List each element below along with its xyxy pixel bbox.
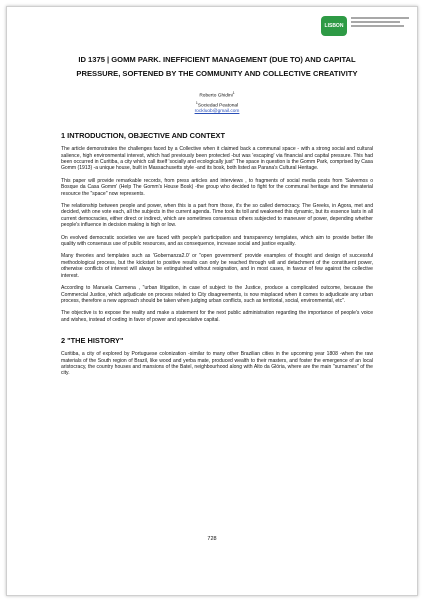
logo-subtitle-lines xyxy=(351,17,409,29)
author-email-link[interactable]: rockluob@gmail.com xyxy=(194,109,240,115)
page-number: 728 xyxy=(207,536,217,542)
section-heading-introduction: 1 INTRODUCTION, OBJECTIVE AND CONTEXT xyxy=(61,131,225,141)
paragraph: Many theories and templates such as 'Gobernanza2.0' or "open government' provide examples of thought and design of successful methodological process, but the kickstart to positive results can only be reached through will and detachment of the constituent power, otherwise conflicts of interest will always be extinguished without resignation, and in most cases, in favour of few against the collective interest. xyxy=(61,253,373,279)
conference-logo xyxy=(321,13,411,37)
paper-content xyxy=(61,53,373,383)
paper-title: ID 1375 | GOMM PARK. INEFFICIENT MANAGEMENT (DUE TO) AND CAPITAL PRESSURE, SOFTENED BY THE COMMUNITY AND COLLECTIVE CREATIVITY xyxy=(76,55,358,78)
paragraph: The article demonstrates the challenges faced by a Collective when it claimed back a communal space - with a strong social and cultural salience, high environmental interest, which had previously been protected -but was 'escaping' via financial and capital pressure. This had been occurred in Curitiba, a city which call itself 'socially and ecologically just" The space in question is the Gomm Park, comprised by Casa Gomm (1913) -a unique house, built in Massachusetts style -and its bosk, both listed as Parana's Cultural Heritage. xyxy=(61,146,373,172)
author-block: Roberto Ghidini$^1$ $^1$Sociedad Peatonal rockluob@gmail.com xyxy=(194,91,240,115)
paragraph: The objective is to expose the reality and make a statement for the next public administration regarding the importance of people's voice and wishes, instead of ceding in favor of power and speculative capital. xyxy=(61,310,373,323)
paragraph: The relationship between people and power, when this is a part from those, it's the so called democracy. The Greeks, in Agora, met and decided, with one vote each, all the subjects in the current agenda. Time took its toll and weakened this dynamic, but its essence lasts in all current democracies, either direct or indirect, which are sometimes consensus others subjected to maneuver of power, depending whether people's influence in decision making is high or low. xyxy=(61,203,373,229)
section-heading-history: 2 "THE HISTORY" xyxy=(61,336,124,346)
paragraph: This paper will provide remarkable records, from press articles and interviews , to fragments of social media posts from 'Salvemos o Bosque da Casa Gomm' (Help The Gomm's House Bosk) -the group who decided to fight for the communal heritage and the immaterial resource the "space" now represents. xyxy=(61,177,373,197)
author-affiliation: Sociedad Peatonal xyxy=(197,103,239,109)
paragraph: According to Manuela Carmena , "urban litigation, in case of subject to the Justice, produce a complicated outcome, because the Commercial Justice, which adjudicate on process related to City disagreements, is now misplaced when it comes to adjudicate any urban process, therefore a new approach should be taken when judging urban conflicts, such as territorial, social, environmental, etc". xyxy=(61,285,373,304)
author-name: Roberto Ghidini xyxy=(199,93,233,99)
paper-page xyxy=(6,6,418,596)
paragraph: On evolved democratic societies we are faced with people's participation and transparency templates, which aim to provide better life quality with consensus use of public resources, and as consequence, increase social and justice equality. xyxy=(61,234,373,248)
logo-badge-icon: LISBON xyxy=(321,16,347,36)
paragraph: Curitiba, a city of explored by Portuguese colonization -similar to many other Brazilian cities in the upcoming year 1808 -when the raw materials of the South region of Brazil, like wood and yerba mate, produced wealth to their masters, and foster the emergence of an local aristocracy, the country houses and mansions of the Batel, neighbourhood along with Alto da Glória, where are the main "surnames" of the city. xyxy=(61,351,373,377)
